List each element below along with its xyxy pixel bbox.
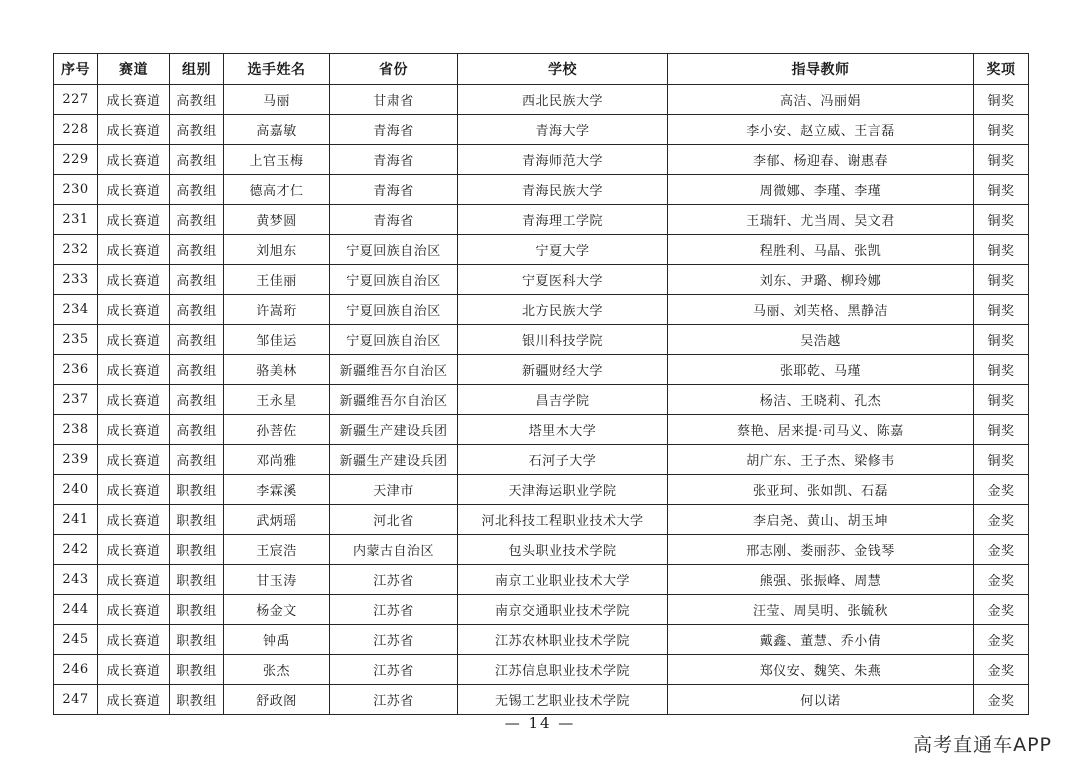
cell-track: 成长赛道 [98,85,170,115]
cell-advisors: 蔡艳、居来提·司马义、陈嘉 [668,415,974,445]
cell-advisors: 胡广东、王子杰、梁修韦 [668,445,974,475]
watermark-text: 高考直通车APP [913,734,1052,756]
header-province: 省份 [330,54,458,85]
table-row [54,355,1029,385]
cell-track: 成长赛道 [98,595,170,625]
cell-advisors: 邢志刚、娄丽莎、金钱琴 [668,535,974,565]
cell-contestant: 刘旭东 [224,235,330,265]
cell-school: 河北科技工程职业技术大学 [458,505,668,535]
cell-award: 铜奖 [974,145,1029,175]
cell-award: 铜奖 [974,115,1029,145]
cell-track: 成长赛道 [98,415,170,445]
table-row [54,535,1029,565]
table-row [54,565,1029,595]
cell-group: 职教组 [170,595,224,625]
cell-advisors: 汪莹、周昊明、张毓秋 [668,595,974,625]
cell-school: 江苏农林职业技术学院 [458,625,668,655]
table-row [54,625,1029,655]
cell-award: 金奖 [974,505,1029,535]
cell-province: 青海省 [330,205,458,235]
cell-province: 江苏省 [330,565,458,595]
cell-track: 成长赛道 [98,145,170,175]
cell-award: 铜奖 [974,265,1029,295]
cell-advisors: 戴鑫、董慧、乔小倩 [668,625,974,655]
table-row [54,655,1029,685]
cell-advisors: 熊强、张振峰、周慧 [668,565,974,595]
cell-track: 成长赛道 [98,685,170,715]
cell-group: 职教组 [170,625,224,655]
cell-track: 成长赛道 [98,235,170,265]
table-row [54,205,1029,235]
cell-index: 232 [54,235,98,265]
table-row [54,595,1029,625]
cell-index: 236 [54,355,98,385]
cell-province: 新疆生产建设兵团 [330,415,458,445]
cell-track: 成长赛道 [98,325,170,355]
table-row [54,505,1029,535]
cell-province: 青海省 [330,175,458,205]
cell-province: 河北省 [330,505,458,535]
cell-index: 237 [54,385,98,415]
cell-track: 成长赛道 [98,205,170,235]
cell-contestant: 武炳瑶 [224,505,330,535]
cell-school: 宁夏医科大学 [458,265,668,295]
cell-group: 职教组 [170,505,224,535]
cell-school: 青海师范大学 [458,145,668,175]
cell-contestant: 德高才仁 [224,175,330,205]
cell-award: 铜奖 [974,85,1029,115]
cell-track: 成长赛道 [98,655,170,685]
cell-award: 金奖 [974,655,1029,685]
cell-index: 240 [54,475,98,505]
cell-contestant: 许嵩珩 [224,295,330,325]
cell-school: 无锡工艺职业技术学院 [458,685,668,715]
cell-school: 江苏信息职业技术学院 [458,655,668,685]
cell-province: 宁夏回族自治区 [330,265,458,295]
cell-group: 职教组 [170,535,224,565]
cell-advisors: 李启尧、黄山、胡玉坤 [668,505,974,535]
header-advisors: 指导教师 [668,54,974,85]
cell-school: 昌吉学院 [458,385,668,415]
cell-award: 铜奖 [974,385,1029,415]
cell-award: 铜奖 [974,175,1029,205]
cell-province: 江苏省 [330,595,458,625]
table-row [54,295,1029,325]
cell-province: 江苏省 [330,685,458,715]
table-row [54,145,1029,175]
cell-group: 高教组 [170,175,224,205]
cell-track: 成长赛道 [98,115,170,145]
cell-group: 职教组 [170,685,224,715]
cell-index: 246 [54,655,98,685]
cell-group: 高教组 [170,355,224,385]
cell-contestant: 钟禹 [224,625,330,655]
cell-index: 227 [54,85,98,115]
cell-index: 247 [54,685,98,715]
cell-contestant: 高嘉敏 [224,115,330,145]
cell-group: 高教组 [170,205,224,235]
cell-award: 金奖 [974,595,1029,625]
cell-index: 245 [54,625,98,655]
cell-school: 包头职业技术学院 [458,535,668,565]
cell-school: 西北民族大学 [458,85,668,115]
cell-advisors: 吴浩越 [668,325,974,355]
table-row [54,415,1029,445]
cell-track: 成长赛道 [98,445,170,475]
table-row [54,385,1029,415]
header-award: 奖项 [974,54,1029,85]
cell-group: 职教组 [170,655,224,685]
cell-index: 233 [54,265,98,295]
cell-award: 金奖 [974,625,1029,655]
cell-advisors: 李小安、赵立威、王言磊 [668,115,974,145]
cell-contestant: 骆美林 [224,355,330,385]
cell-advisors: 程胜利、马晶、张凯 [668,235,974,265]
cell-contestant: 马丽 [224,85,330,115]
cell-contestant: 张杰 [224,655,330,685]
cell-advisors: 刘东、尹璐、柳玲娜 [668,265,974,295]
cell-track: 成长赛道 [98,565,170,595]
cell-group: 高教组 [170,235,224,265]
cell-group: 职教组 [170,565,224,595]
cell-group: 高教组 [170,115,224,145]
table-row [54,265,1029,295]
cell-school: 银川科技学院 [458,325,668,355]
cell-award: 铜奖 [974,355,1029,385]
cell-award: 金奖 [974,685,1029,715]
cell-award: 金奖 [974,535,1029,565]
cell-group: 高教组 [170,385,224,415]
cell-advisors: 马丽、刘芙格、黑静洁 [668,295,974,325]
cell-school: 北方民族大学 [458,295,668,325]
cell-group: 高教组 [170,85,224,115]
cell-contestant: 舒政阁 [224,685,330,715]
cell-award: 铜奖 [974,295,1029,325]
cell-track: 成长赛道 [98,265,170,295]
cell-advisors: 杨洁、王晓莉、孔杰 [668,385,974,415]
cell-province: 新疆维吾尔自治区 [330,385,458,415]
cell-contestant: 孙菩佐 [224,415,330,445]
cell-index: 229 [54,145,98,175]
cell-index: 230 [54,175,98,205]
table-row [54,235,1029,265]
cell-advisors: 周微娜、李瑾、李瑾 [668,175,974,205]
cell-contestant: 甘玉涛 [224,565,330,595]
table-header-row [54,54,1029,85]
cell-group: 职教组 [170,475,224,505]
cell-contestant: 邹佳运 [224,325,330,355]
cell-contestant: 李霖溪 [224,475,330,505]
cell-track: 成长赛道 [98,625,170,655]
cell-province: 新疆维吾尔自治区 [330,355,458,385]
cell-award: 铜奖 [974,205,1029,235]
cell-province: 宁夏回族自治区 [330,295,458,325]
cell-advisors: 张亚珂、张如凯、石磊 [668,475,974,505]
cell-contestant: 杨金文 [224,595,330,625]
cell-index: 242 [54,535,98,565]
cell-index: 235 [54,325,98,355]
cell-group: 高教组 [170,445,224,475]
cell-advisors: 郑仪安、魏笑、朱燕 [668,655,974,685]
cell-contestant: 王佳丽 [224,265,330,295]
cell-province: 宁夏回族自治区 [330,235,458,265]
table-row [54,175,1029,205]
cell-track: 成长赛道 [98,355,170,385]
cell-province: 天津市 [330,475,458,505]
cell-contestant: 王永星 [224,385,330,415]
cell-school: 天津海运职业学院 [458,475,668,505]
cell-index: 234 [54,295,98,325]
cell-province: 江苏省 [330,625,458,655]
cell-advisors: 李郁、杨迎春、谢惠春 [668,145,974,175]
header-group: 组别 [170,54,224,85]
cell-track: 成长赛道 [98,535,170,565]
cell-index: 228 [54,115,98,145]
cell-award: 铜奖 [974,235,1029,265]
table-row [54,445,1029,475]
cell-group: 高教组 [170,325,224,355]
cell-contestant: 邓尚雅 [224,445,330,475]
table-row [54,325,1029,355]
cell-group: 高教组 [170,145,224,175]
cell-track: 成长赛道 [98,475,170,505]
cell-track: 成长赛道 [98,505,170,535]
cell-group: 高教组 [170,415,224,445]
table-row [54,475,1029,505]
cell-school: 青海民族大学 [458,175,668,205]
cell-index: 244 [54,595,98,625]
cell-province: 江苏省 [330,655,458,685]
cell-award: 铜奖 [974,415,1029,445]
cell-school: 青海理工学院 [458,205,668,235]
cell-index: 241 [54,505,98,535]
cell-track: 成长赛道 [98,385,170,415]
cell-index: 239 [54,445,98,475]
header-track: 赛道 [98,54,170,85]
cell-award: 铜奖 [974,325,1029,355]
table-body [54,85,1029,715]
cell-province: 新疆生产建设兵团 [330,445,458,475]
header-school: 学校 [458,54,668,85]
cell-province: 内蒙古自治区 [330,535,458,565]
table-row [54,685,1029,715]
cell-advisors: 何以诺 [668,685,974,715]
cell-index: 238 [54,415,98,445]
cell-contestant: 上官玉梅 [224,145,330,175]
cell-index: 231 [54,205,98,235]
cell-school: 南京交通职业技术学院 [458,595,668,625]
cell-contestant: 黄梦圆 [224,205,330,235]
cell-track: 成长赛道 [98,175,170,205]
page-number: — 14 — [504,714,576,732]
cell-award: 铜奖 [974,445,1029,475]
cell-contestant: 王宸浩 [224,535,330,565]
cell-school: 宁夏大学 [458,235,668,265]
cell-track: 成长赛道 [98,295,170,325]
cell-index: 243 [54,565,98,595]
cell-school: 南京工业职业技术大学 [458,565,668,595]
cell-province: 青海省 [330,115,458,145]
header-contestant: 选手姓名 [224,54,330,85]
cell-school: 石河子大学 [458,445,668,475]
cell-advisors: 王瑞轩、尤当周、吴文君 [668,205,974,235]
cell-school: 塔里木大学 [458,415,668,445]
cell-province: 宁夏回族自治区 [330,325,458,355]
cell-award: 金奖 [974,475,1029,505]
cell-advisors: 高洁、冯丽娟 [668,85,974,115]
cell-province: 甘肃省 [330,85,458,115]
header-index: 序号 [54,54,98,85]
awards-table [53,53,1029,715]
cell-advisors: 张耶乾、马瑾 [668,355,974,385]
cell-award: 金奖 [974,565,1029,595]
cell-province: 青海省 [330,145,458,175]
cell-group: 高教组 [170,295,224,325]
table-row [54,115,1029,145]
table-row [54,85,1029,115]
cell-school: 青海大学 [458,115,668,145]
cell-school: 新疆财经大学 [458,355,668,385]
cell-group: 高教组 [170,265,224,295]
